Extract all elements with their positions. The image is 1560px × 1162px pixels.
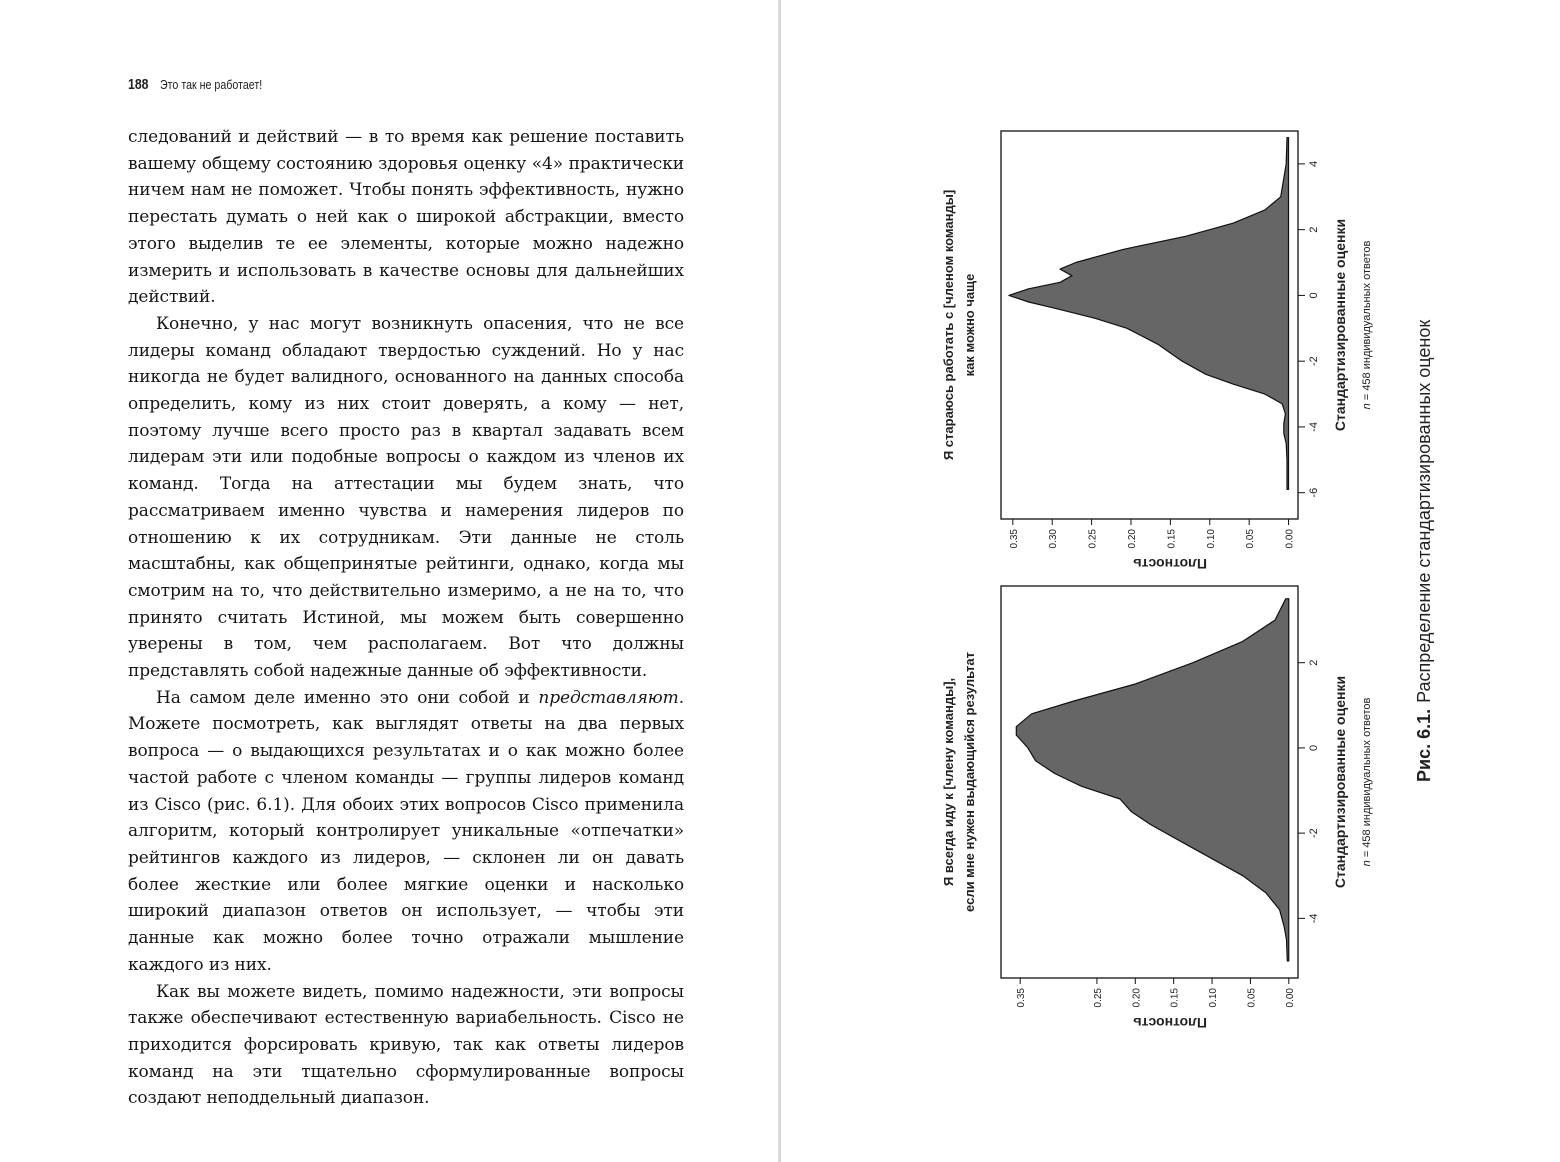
y-tick-label: 0.35 <box>1016 988 1028 1008</box>
y-tick-label: 0.05 <box>1246 988 1258 1008</box>
y-tick-label: 0.30 <box>1048 529 1060 549</box>
y-tick-label: 0.25 <box>1087 529 1099 549</box>
y-axis-label: Плотность <box>1133 556 1207 572</box>
chart-title-line: Я всегда иду к [члену команды], <box>941 677 956 887</box>
running-title: Это так не работает! <box>160 77 263 92</box>
x-axis-label: Стандартизированные оценки <box>1332 675 1348 889</box>
chart-title-line: Я стараюсь работать с [членом команды] <box>941 189 956 461</box>
paragraph-4: Как вы можете видеть, помимо надежности, эти вопросы также обеспечивают естественную вариабельность. Cisco не приходится форсировать кривую, так как ответы лидеров команд на эти тщательно сформулированные вопросы создают неподдельный диапазон. <box>128 981 684 1109</box>
y-tick-label: 0.15 <box>1166 529 1178 549</box>
paragraph-3-part-2: . Можете посмотреть, как выглядят ответы на два первых вопроса — о выдающихся результатах и о как можно более частой работе с членом команды — группы лидеров команд из Cisco (рис. 6.1). Для обоих этих вопросов Cisco применила алгоритм, который контролирует уникальные «отпечатки» рейтингов каждого из лидеров, — склонен ли он давать более жесткие или более мягкие оценки и насколько широкий диапазон ответов он использует, — чтобы эти данные как можно более точно отражали мышление каждого из них. <box>128 687 684 975</box>
chart-work-with-often <box>941 131 1373 572</box>
chart-go-to-for-results <box>941 586 1373 1031</box>
x-tick-label: 2 <box>1308 659 1320 666</box>
y-tick-label: 0.10 <box>1205 529 1217 549</box>
y-axis-label: Плотность <box>1133 1015 1207 1031</box>
x-tick-label: 0 <box>1308 292 1320 299</box>
y-tick-label: 0.00 <box>1284 529 1296 549</box>
y-tick-label: 0.20 <box>1126 529 1138 549</box>
x-tick-label: 4 <box>1308 160 1320 167</box>
y-tick-label: 0.15 <box>1169 988 1181 1008</box>
x-tick-label: -2 <box>1308 828 1320 839</box>
subtitle-count: = 458 индивидуальных ответов <box>1361 697 1373 861</box>
chart-subtitle <box>1361 240 1373 409</box>
subtitle-count: = 458 индивидуальных ответов <box>1361 240 1373 404</box>
x-axis-label: Стандартизированные оценки <box>1332 218 1348 432</box>
y-tick-label: 0.05 <box>1245 529 1257 549</box>
page-number: 188 <box>128 76 149 93</box>
paragraph-2: Конечно, у нас могут возникнуть опасения, что не все лидеры команд обладают твердостью суждений. Но у нас никогда не будет валидного, основанного на данных способа определить, кому из них стоит доверять, а кому — нет, поэтому лучше всего просто раз в квартал задавать всем лидерам эти или подобные вопросы о каждом из членов их команд. Тогда на аттестации мы будем знать, что рассматриваем именно чувства и намерения лидеров по отношению к их сотрудникам. Эти данные не столь масштабны, как общепринятые рейтинги, однако, когда мы смотрим на то, что действительно измеримо, а не на то, что принято считать Истиной, мы можем быть совершенно уверены в том, чем располагаем. Вот что должны представлять собой надежные данные об эффективности. <box>128 313 684 682</box>
figure-caption-text: Распределение стандартизированных оценок <box>1414 319 1434 703</box>
y-tick-label: 0.35 <box>1008 529 1020 549</box>
y-tick-label: 0.00 <box>1284 988 1296 1008</box>
subtitle-n: n <box>1361 860 1373 867</box>
chart-subtitle <box>1361 697 1373 866</box>
paragraph-1: следований и действий — в то время как решение поставить вашему общему состоянию здоровья оценку «4» практически ничем нам не поможет. Чтобы понять эффективность, нужно перестать думать о ней как о широкой абстракции, вместо этого выделив те ее элементы, которые можно надежно измерить и использовать в качестве основы для дальнейших действий. <box>128 127 684 308</box>
paragraph-3-emphasis: представляют <box>538 687 679 708</box>
x-tick-label: 0 <box>1308 744 1320 751</box>
x-tick-label: -4 <box>1308 422 1320 432</box>
y-tick-label: 0.20 <box>1131 988 1143 1008</box>
paragraph-3-part-1: На самом деле именно это они собой и <box>156 687 539 708</box>
figure-caption-label: Рис. 6.1. <box>1414 708 1434 782</box>
y-tick-label: 0.25 <box>1092 988 1104 1008</box>
figure-caption <box>1414 320 1434 782</box>
y-tick-label: 0.10 <box>1208 988 1220 1008</box>
subtitle-n: n <box>1361 403 1373 410</box>
x-tick-label: -2 <box>1308 356 1320 367</box>
x-tick-label: -4 <box>1308 913 1320 924</box>
chart-title-line: как можно чаще <box>962 273 977 377</box>
chart-title-line: если мне нужен выдающийся результат <box>962 652 977 912</box>
x-tick-label: -6 <box>1308 487 1320 498</box>
x-tick-label: 2 <box>1308 226 1320 233</box>
